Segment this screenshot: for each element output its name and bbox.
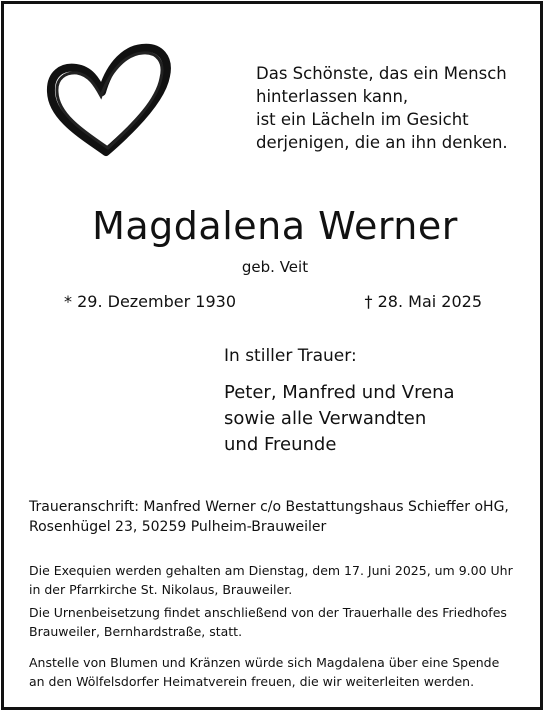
obituary-frame (1, 1, 543, 710)
born-name: geb. Veit (241, 258, 309, 276)
address-line: Traueranschrift: Manfred Werner c/o Bestattungshaus Schieffer oHG, (29, 499, 509, 515)
quote-line: ist ein Lächeln im Gesicht (256, 110, 469, 129)
mourner-line: Peter, Manfred und Vrena (224, 382, 455, 403)
heart-icon (44, 40, 174, 158)
mourner-line: und Freunde (224, 434, 337, 455)
mourners-list (224, 380, 455, 458)
notice-line: Die Exequien werden gehalten am Dienstag, dem 17. Juni 2025, um 9.00 Uhr (29, 563, 513, 578)
notice-exequies (29, 561, 513, 599)
deceased-name: Magdalena Werner (92, 204, 458, 248)
notice-urn-burial (29, 603, 507, 641)
mourner-line: sowie alle Verwandten (224, 408, 427, 429)
quote-line: Das Schönste, das ein Mensch (256, 64, 507, 83)
notice-line: an den Wölfelsdorfer Heimatverein freuen, die wir weiterleiten werden. (29, 674, 475, 689)
notice-line: Die Urnenbeisetzung findet anschließend von der Trauerhalle des Friedhofes (29, 605, 507, 620)
address-line: Rosenhügel 23, 50259 Pulheim-Brauweiler (29, 519, 327, 535)
death-date: † 28. Mai 2025 (364, 292, 482, 311)
mourning-address (29, 497, 509, 537)
quote-line: hinterlassen kann, (256, 87, 409, 106)
notice-line: in der Pfarrkirche St. Nikolaus, Brauweiler. (29, 582, 293, 597)
birth-date: * 29. Dezember 1930 (64, 292, 236, 311)
notice-donation (29, 653, 499, 691)
quote (256, 62, 508, 154)
notice-line: Brauweiler, Bernhardstraße, statt. (29, 624, 243, 639)
quote-line: derjenigen, die an ihn denken. (256, 133, 508, 152)
mourning-label: In stiller Trauer: (224, 346, 357, 366)
notice-line: Anstelle von Blumen und Kränzen würde sich Magdalena über eine Spende (29, 655, 500, 670)
